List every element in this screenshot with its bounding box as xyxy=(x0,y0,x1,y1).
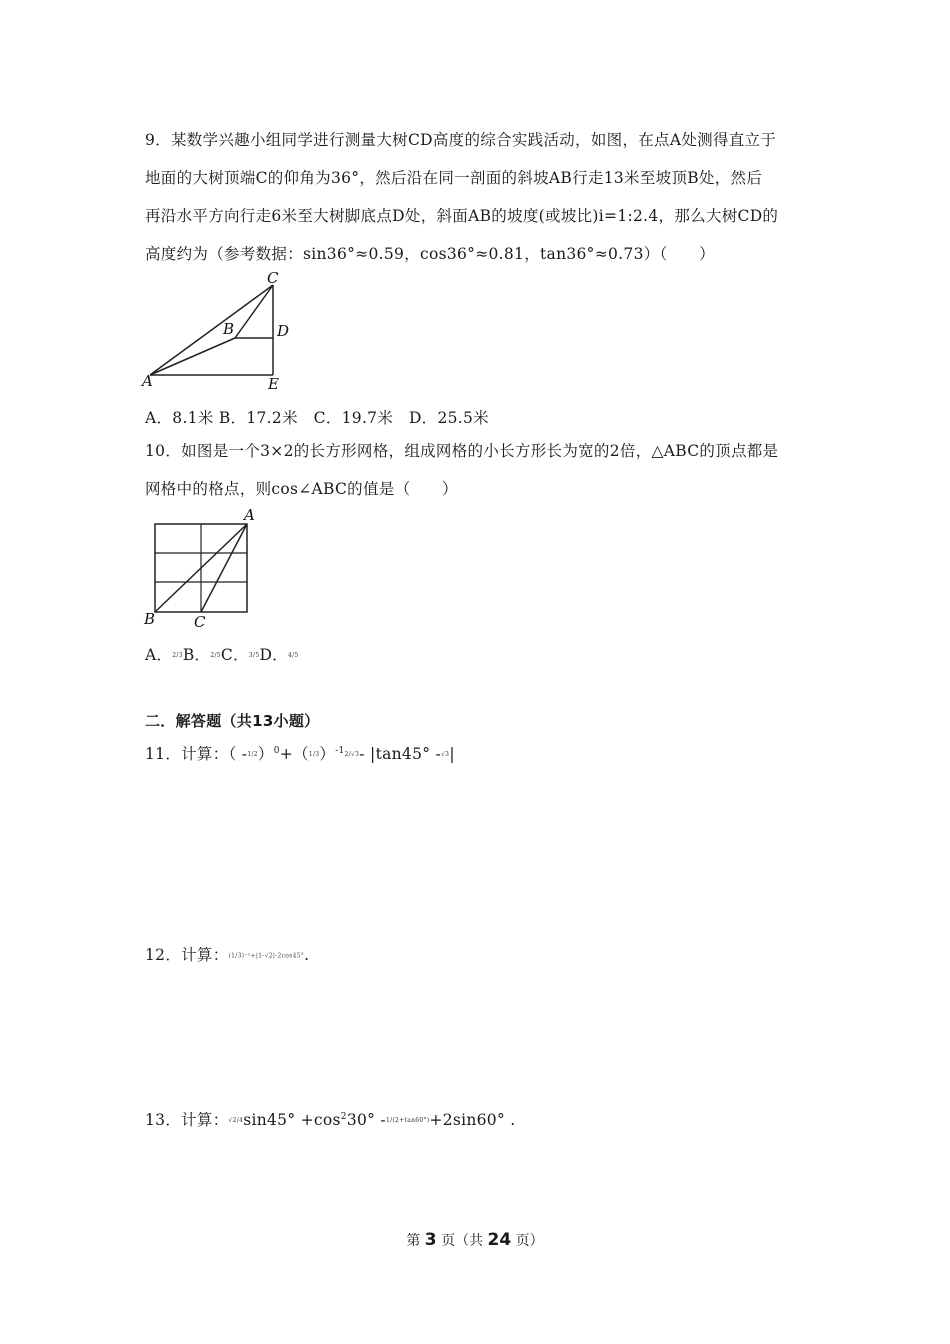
q12-prefix: 12．计算： xyxy=(145,946,229,964)
q10-option-c-label: C． xyxy=(220,646,249,664)
q10-options xyxy=(145,643,299,665)
footer-pre: 第 xyxy=(406,1233,425,1249)
q9-label-C: C xyxy=(267,269,279,287)
q10-option-b-label: B． xyxy=(182,646,211,664)
q10-diagram xyxy=(140,505,265,630)
q10-label-B: B xyxy=(144,610,156,628)
footer-page-number: 3 xyxy=(424,1230,437,1250)
q10-label-A: A xyxy=(244,506,255,524)
q11-suffix: | xyxy=(449,745,455,763)
q9-text-line-3: 再沿水平方向行走6米至大树脚底点D处，斜面AB的坡度(或坡比)i=1:2.4，那么大树CD的 xyxy=(145,207,779,225)
q13-part-1: sin45° +cos xyxy=(243,1111,341,1129)
q11-mid-4: - |tan45° - xyxy=(359,745,442,763)
q9-label-D: D xyxy=(277,322,290,340)
q11-exp-1: 0 xyxy=(273,745,280,756)
q12-formula: (1/3)⁻¹+|1-√2|-2cos45° xyxy=(228,952,305,960)
q10-label-C: C xyxy=(194,613,206,630)
q13-prefix: 13．计算： xyxy=(145,1111,229,1129)
q10-line-CA xyxy=(201,524,247,612)
q11-frac-1: 1/2 xyxy=(247,751,258,758)
q10-text-line-2: 网格中的格点，则cos∠ABC的值是（ ） xyxy=(145,480,458,498)
q13-frac-2: 1/(2+tan60°) xyxy=(385,1117,430,1124)
q9-text-line-2: 地面的大树顶端C的仰角为36°，然后沿在同一剖面的斜坡AB行走13米至坡顶B处，然后 xyxy=(145,169,763,187)
footer-total-pages: 24 xyxy=(487,1230,512,1250)
q10-text-line-1: 10．如图是一个3×2的长方形网格，组成网格的小长方形长为宽的2倍，△ABC的顶点都是 xyxy=(145,442,779,460)
q10-option-b-value: 2/5 xyxy=(210,652,221,659)
q11-mid-2: +（ xyxy=(279,745,309,763)
q13-part-2: 30° - xyxy=(346,1111,386,1129)
q9-label-B: B xyxy=(223,320,235,338)
q11-exp-2: -1 xyxy=(335,745,345,756)
q13-frac-1: √2/4 xyxy=(228,1117,244,1124)
q10-option-d-label: D． xyxy=(259,646,288,664)
q11-frac-3: 2/√3 xyxy=(344,751,360,758)
q11-mid-3: ） xyxy=(319,745,336,763)
page-footer xyxy=(0,1230,950,1250)
q11-mid-1: ） xyxy=(257,745,274,763)
footer-mid: 页（共 xyxy=(436,1233,488,1249)
q11-prefix: 11．计算：（ - xyxy=(145,745,248,763)
q12-suffix: . xyxy=(304,946,310,964)
footer-post: 页） xyxy=(511,1233,544,1249)
q11-root: √3 xyxy=(441,751,450,758)
q10-option-d-value: 4/5 xyxy=(287,652,299,659)
q9-text-line-1: 9．某数学兴趣小组同学进行测量大树CD高度的综合实践活动，如图，在点A处测得直立于 xyxy=(145,131,777,149)
q9-label-A: A xyxy=(142,372,153,390)
q9-line-AC xyxy=(150,285,273,375)
q9-line-BC xyxy=(235,285,273,338)
q9-label-E: E xyxy=(268,375,279,393)
q10-option-a-label: A． xyxy=(145,646,173,664)
q11-frac-2: 1/3 xyxy=(308,751,320,758)
q13-part-3: +2sin60° . xyxy=(429,1111,516,1129)
q10-option-a-value: 2/3 xyxy=(172,652,183,659)
q13-expression xyxy=(145,1108,515,1130)
q10-option-c-value: 3/5 xyxy=(248,652,260,659)
q13-square: 2 xyxy=(340,1111,347,1122)
q9-options: A．8.1米 B．17.2米 C．19.7米 D．25.5米 xyxy=(145,409,489,427)
q12-expression xyxy=(145,943,309,965)
q9-diagram xyxy=(140,268,300,393)
q11-expression xyxy=(145,742,455,764)
section-heading: 二．解答题（共13小题） xyxy=(145,712,320,730)
q9-text-line-4: 高度约为（参考数据：sin36°≈0.59，cos36°≈0.81，tan36°≈0.73）（ ） xyxy=(145,245,715,263)
